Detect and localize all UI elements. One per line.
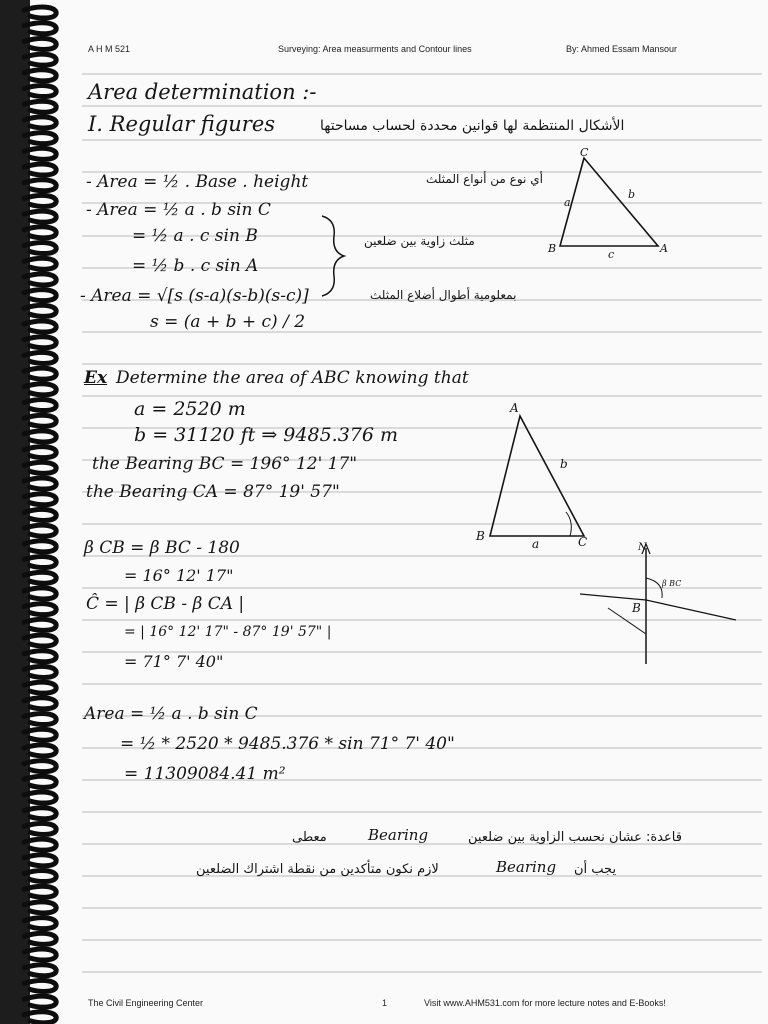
section-title: I. Regular figures	[88, 112, 276, 136]
given-bearing-bc: the Bearing BC = 196° 12' 17"	[92, 454, 358, 474]
example-label: Ex	[84, 368, 108, 388]
area-result: = 11309084.41 m²	[124, 764, 286, 784]
formula-base-height: - Area = ½ . Base . height	[86, 172, 309, 192]
header-subject: Surveying: Area measurments and Contour lines	[278, 44, 472, 54]
arabic-rule-1: قاعدة: عشان نحسب الزاوية بين ضلعين	[468, 830, 682, 845]
diagram2-vertex-c: C	[578, 535, 588, 549]
area-formula: Area = ½ a . b sin C	[84, 704, 258, 724]
footer-center: The Civil Engineering Center	[88, 998, 204, 1008]
diagram1-side-b: b	[628, 188, 636, 201]
area-substitution: = ½ * 2520 * 9485.376 * sin 71° 7' 40"	[120, 734, 455, 754]
diagram2-vertex-b: B	[476, 529, 485, 543]
brace-mark	[318, 214, 348, 298]
step-angle-c-value: = 71° 7' 40"	[124, 652, 224, 671]
given-bearing-ca: the Bearing CA = 87° 19' 57"	[86, 482, 340, 502]
formula-ac-sinB: = ½ a . c sin B	[132, 226, 258, 246]
diagram1-side-c: c	[608, 248, 615, 258]
arabic-angle-note: مثلث زاوية بين ضلعين	[364, 234, 475, 248]
footer-page-number: 1	[382, 998, 388, 1008]
diagram3-beta-label: β BC	[662, 579, 682, 588]
arabic-rule-1-end: معطى	[292, 830, 327, 845]
diagram2-vertex-a: A	[510, 401, 519, 415]
step-beta-cb: β CB = β BC - 180	[84, 538, 240, 558]
diagram2-side-b: b	[560, 457, 568, 471]
diagram1-vertex-c: C	[580, 146, 589, 159]
triangle-diagram-1	[540, 146, 680, 258]
formula-ab-sinC: - Area = ½ a . b sin C	[86, 200, 271, 220]
triangle-diagram-2	[470, 396, 600, 552]
arabic-rule-2-start: يجب أن	[574, 862, 617, 877]
formula-bc-sinA: = ½ b . c sin A	[132, 256, 259, 276]
arabic-rule-2-word: Bearing	[496, 858, 557, 876]
diagram1-vertex-a: A	[660, 242, 668, 255]
diagram1-side-a: a	[564, 196, 571, 209]
header-course: A H M 521	[88, 44, 131, 54]
page-title: Area determination :-	[88, 80, 317, 104]
step-angle-c: Ĉ = | β CB - β CA |	[86, 594, 245, 614]
arabic-heading: الأشكال المنتظمة لها قوانين محددة لحساب مساحتها	[320, 118, 625, 134]
given-a: a = 2520 m	[134, 398, 246, 420]
formula-semi-perimeter: s = (a + b + c) / 2	[150, 312, 306, 332]
given-b: b = 31120 ft ⇒ 9485.376 m	[134, 424, 399, 446]
formula-heron: - Area = √[s (s-a)(s-b)(s-c)]	[80, 286, 309, 306]
diagram3-point-b: B	[632, 601, 641, 615]
spiral-binding	[0, 0, 62, 1024]
diagram2-side-a: a	[532, 537, 540, 551]
arabic-sides-note: بمعلومية أطوال أضلاع المثلث	[370, 288, 517, 302]
step-beta-cb-value: = 16° 12' 17"	[124, 566, 234, 585]
arabic-rule-1-word: Bearing	[368, 826, 429, 844]
arabic-rule-2: لازم نكون متأكدين من نقطة اشتراك الضلعين	[196, 862, 439, 877]
example-text: Determine the area of ABC knowing that	[116, 368, 469, 388]
footer-visit-link[interactable]: Visit www.AHM531.com for more lecture notes and E-Books!	[424, 998, 666, 1008]
step-angle-c-sub: = | 16° 12' 17" - 87° 19' 57" |	[124, 624, 332, 640]
diagram1-vertex-b: B	[548, 242, 557, 255]
header-author: By: Ahmed Essam Mansour	[566, 44, 678, 54]
bearing-diagram	[572, 538, 744, 668]
diagram3-north: N	[638, 542, 647, 553]
arabic-any-triangle: أي نوع من أنواع المثلث	[426, 172, 543, 186]
